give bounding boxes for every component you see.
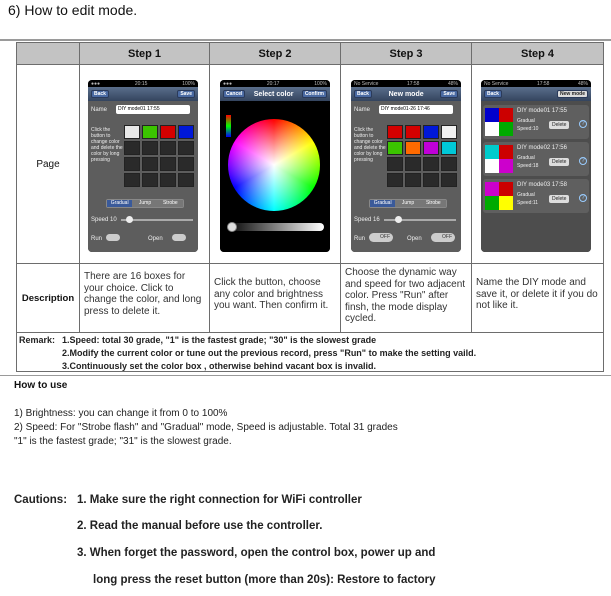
back-button[interactable]: Back	[354, 90, 372, 98]
speed-label: Speed	[91, 217, 109, 223]
hint-text: Click the button to change color and delete the color by long pressing	[354, 127, 386, 163]
color-box[interactable]	[160, 141, 176, 155]
header-step-4: Step 4	[472, 43, 603, 65]
color-box[interactable]	[160, 173, 176, 187]
mode-list	[481, 101, 591, 252]
color-box[interactable]	[405, 125, 421, 139]
brightness-thumb[interactable]	[227, 222, 237, 232]
status-bar: No Service 17:58 48%	[481, 80, 591, 87]
color-box[interactable]	[387, 157, 403, 171]
run-toggle[interactable]: OFF	[369, 233, 393, 242]
slider-thumb[interactable]	[126, 216, 133, 223]
caution-item: 1. Make sure the right connection for WiFi controller	[77, 494, 362, 506]
mode-speed: Speed:10	[517, 126, 539, 132]
header-step-1: Step 1	[80, 43, 210, 65]
screen-title: Select color	[253, 90, 294, 98]
mode-strobe[interactable]: Strobe	[421, 200, 446, 207]
color-box[interactable]	[405, 157, 421, 171]
mode-thumbnail	[485, 108, 513, 136]
run-toggle[interactable]	[106, 234, 120, 241]
color-box[interactable]	[441, 125, 457, 139]
screen-title: New mode	[388, 90, 424, 98]
color-box[interactable]	[160, 157, 176, 171]
color-box[interactable]	[124, 157, 140, 171]
mode-thumbnail	[485, 182, 513, 210]
mode-name: DIY mode01 17:55	[517, 108, 567, 114]
color-picker-body	[220, 101, 330, 252]
phone-step-3	[351, 80, 461, 252]
run-label: Run	[91, 236, 103, 242]
mode-strobe[interactable]: Strobe	[158, 200, 183, 207]
mode-type: Gradual	[517, 192, 535, 198]
color-box[interactable]	[142, 157, 158, 171]
delete-button[interactable]: Delete	[549, 121, 569, 129]
status-bar: ●●● 20:15 100%	[88, 80, 198, 87]
delete-button[interactable]: Delete	[549, 195, 569, 203]
how-to-line: 1) Brightness: you can change it from 0 to 100%	[14, 408, 228, 419]
back-button[interactable]: Back	[91, 90, 109, 98]
mode-name: DIY mode03 17:58	[517, 182, 567, 188]
divider	[0, 375, 611, 376]
screen-body	[88, 101, 198, 252]
speed-value: 10	[110, 217, 117, 223]
mode-type: Gradual	[517, 155, 535, 161]
description-step-1: There are 16 boxes for your choice. Click to change the color, and long press to delete it.	[84, 271, 202, 317]
open-label: Open	[148, 236, 163, 242]
color-box[interactable]	[178, 141, 194, 155]
header-step-3: Step 3	[341, 43, 472, 65]
speed-value: 16	[373, 217, 380, 223]
mode-segment	[369, 199, 447, 208]
color-box[interactable]	[423, 141, 439, 155]
mode-segment	[106, 199, 184, 208]
remarks-section	[16, 332, 604, 372]
color-box[interactable]	[423, 157, 439, 171]
color-box[interactable]	[441, 173, 457, 187]
color-box[interactable]	[441, 141, 457, 155]
nav-bar	[351, 87, 461, 101]
color-wheel[interactable]	[228, 119, 320, 211]
description-step-2: Click the button, choose any color and brightness you want. Then confirm it.	[214, 277, 329, 311]
status-bar: No Service 17:58 48%	[351, 80, 461, 87]
name-field[interactable]: DIY mode01 17:55	[116, 105, 190, 114]
info-icon[interactable]: ?	[579, 120, 587, 128]
color-box[interactable]	[387, 125, 403, 139]
color-box[interactable]	[405, 173, 421, 187]
mode-thumbnail	[485, 145, 513, 173]
open-label: Open	[407, 236, 422, 242]
confirm-button[interactable]: Confirm	[302, 90, 327, 98]
header-corner	[17, 43, 80, 65]
save-button[interactable]: Save	[440, 90, 458, 98]
remark-item: 1.Speed: total 30 grade, "1" is the fastest grade; "30" is the slowest grade	[62, 335, 377, 345]
steps-table	[16, 42, 604, 372]
color-box[interactable]	[142, 125, 158, 139]
new-mode-button[interactable]: New mode	[557, 90, 588, 98]
hint-text: Click the button to change color and delete the color by long pressing	[91, 127, 123, 163]
how-to-line: "1" is the fastest grade; "31" is the slowest grade.	[14, 436, 232, 447]
mode-jump[interactable]: Jump	[132, 200, 157, 207]
brightness-slider[interactable]	[226, 223, 324, 231]
color-box[interactable]	[423, 173, 439, 187]
run-label: Run	[354, 236, 366, 242]
delete-button[interactable]: Delete	[549, 158, 569, 166]
caution-item: long press the reset button (more than 20s): Restore to factory	[93, 574, 436, 586]
section-heading: 6) How to edit mode.	[8, 2, 138, 18]
divider	[0, 39, 611, 41]
color-box[interactable]	[405, 141, 421, 155]
color-box[interactable]	[387, 141, 403, 155]
phone-step-1	[88, 80, 198, 252]
color-box[interactable]	[178, 173, 194, 187]
name-label: Name	[91, 107, 108, 113]
save-button[interactable]: Save	[177, 90, 195, 98]
back-button[interactable]: Back	[484, 90, 502, 98]
phone-step-2	[220, 80, 330, 252]
color-box[interactable]	[142, 173, 158, 187]
status-bar: ●●● 20:17 100%	[220, 80, 330, 87]
description-step-3: Choose the dynamic way and speed for two adjacent color. Press "Run" after finsh, the mode display cycled.	[345, 267, 466, 324]
color-box[interactable]	[124, 173, 140, 187]
open-toggle[interactable]: OFF	[431, 233, 455, 242]
screen-body	[351, 101, 461, 252]
row-label-description: Description	[17, 264, 80, 332]
remark-item: 2.Modify the current color or tune out the previous record, press "Run" to make the setting vaild.	[62, 348, 477, 358]
cautions-label: Cautions:	[14, 494, 68, 506]
slider-thumb[interactable]	[395, 216, 402, 223]
mode-type: Gradual	[517, 118, 535, 124]
name-field[interactable]: DIY mode01-26 17:46	[379, 105, 453, 114]
mode-speed: Speed:18	[517, 163, 539, 169]
color-box[interactable]	[124, 125, 140, 139]
remark-item: 3.Continuously set the color box , otherwise behind vacant box is invalid.	[62, 361, 377, 371]
color-box[interactable]	[387, 173, 403, 187]
mode-entry[interactable]	[483, 179, 589, 213]
nav-bar	[88, 87, 198, 101]
nav-bar	[220, 87, 330, 101]
how-to-line: 2) Speed: For "Strobe flash" and "Gradual" mode, Speed is adjustable. Total 31 grades	[14, 422, 398, 433]
color-box[interactable]	[124, 141, 140, 155]
color-box[interactable]	[142, 141, 158, 155]
phone-step-4	[481, 80, 591, 252]
mode-speed: Speed:11	[517, 200, 539, 206]
how-to-use-title: How to use	[14, 380, 68, 391]
color-box[interactable]	[441, 157, 457, 171]
row-label-page: Page	[17, 65, 80, 263]
color-box[interactable]	[178, 157, 194, 171]
mode-entry[interactable]	[483, 105, 589, 139]
mode-gradual[interactable]: Gradual	[107, 200, 132, 207]
rgb-indicator	[226, 115, 231, 137]
caution-item: 2. Read the manual before use the controller.	[77, 520, 323, 532]
mode-name: DIY mode02 17:56	[517, 145, 567, 151]
color-grid	[124, 125, 194, 187]
info-icon[interactable]: ?	[579, 157, 587, 165]
open-toggle[interactable]	[172, 234, 186, 241]
cancel-button[interactable]: Cancel	[223, 90, 245, 98]
mode-entry[interactable]	[483, 142, 589, 176]
remark-label: Remark:	[19, 335, 56, 345]
caution-item: 3. When forget the password, open the control box, power up and	[77, 547, 436, 559]
mode-gradual[interactable]: Gradual	[370, 200, 395, 207]
color-box[interactable]	[423, 125, 439, 139]
header-step-2: Step 2	[210, 43, 341, 65]
name-label: Name	[354, 107, 371, 113]
info-icon[interactable]: ?	[579, 194, 587, 202]
color-box[interactable]	[178, 125, 194, 139]
mode-jump[interactable]: Jump	[395, 200, 420, 207]
nav-bar	[481, 87, 591, 101]
description-step-4: Name the DIY mode and save it, or delete it if you do not like it.	[476, 277, 598, 311]
speed-label: Speed	[354, 217, 372, 223]
color-grid	[387, 125, 457, 187]
color-box[interactable]	[160, 125, 176, 139]
